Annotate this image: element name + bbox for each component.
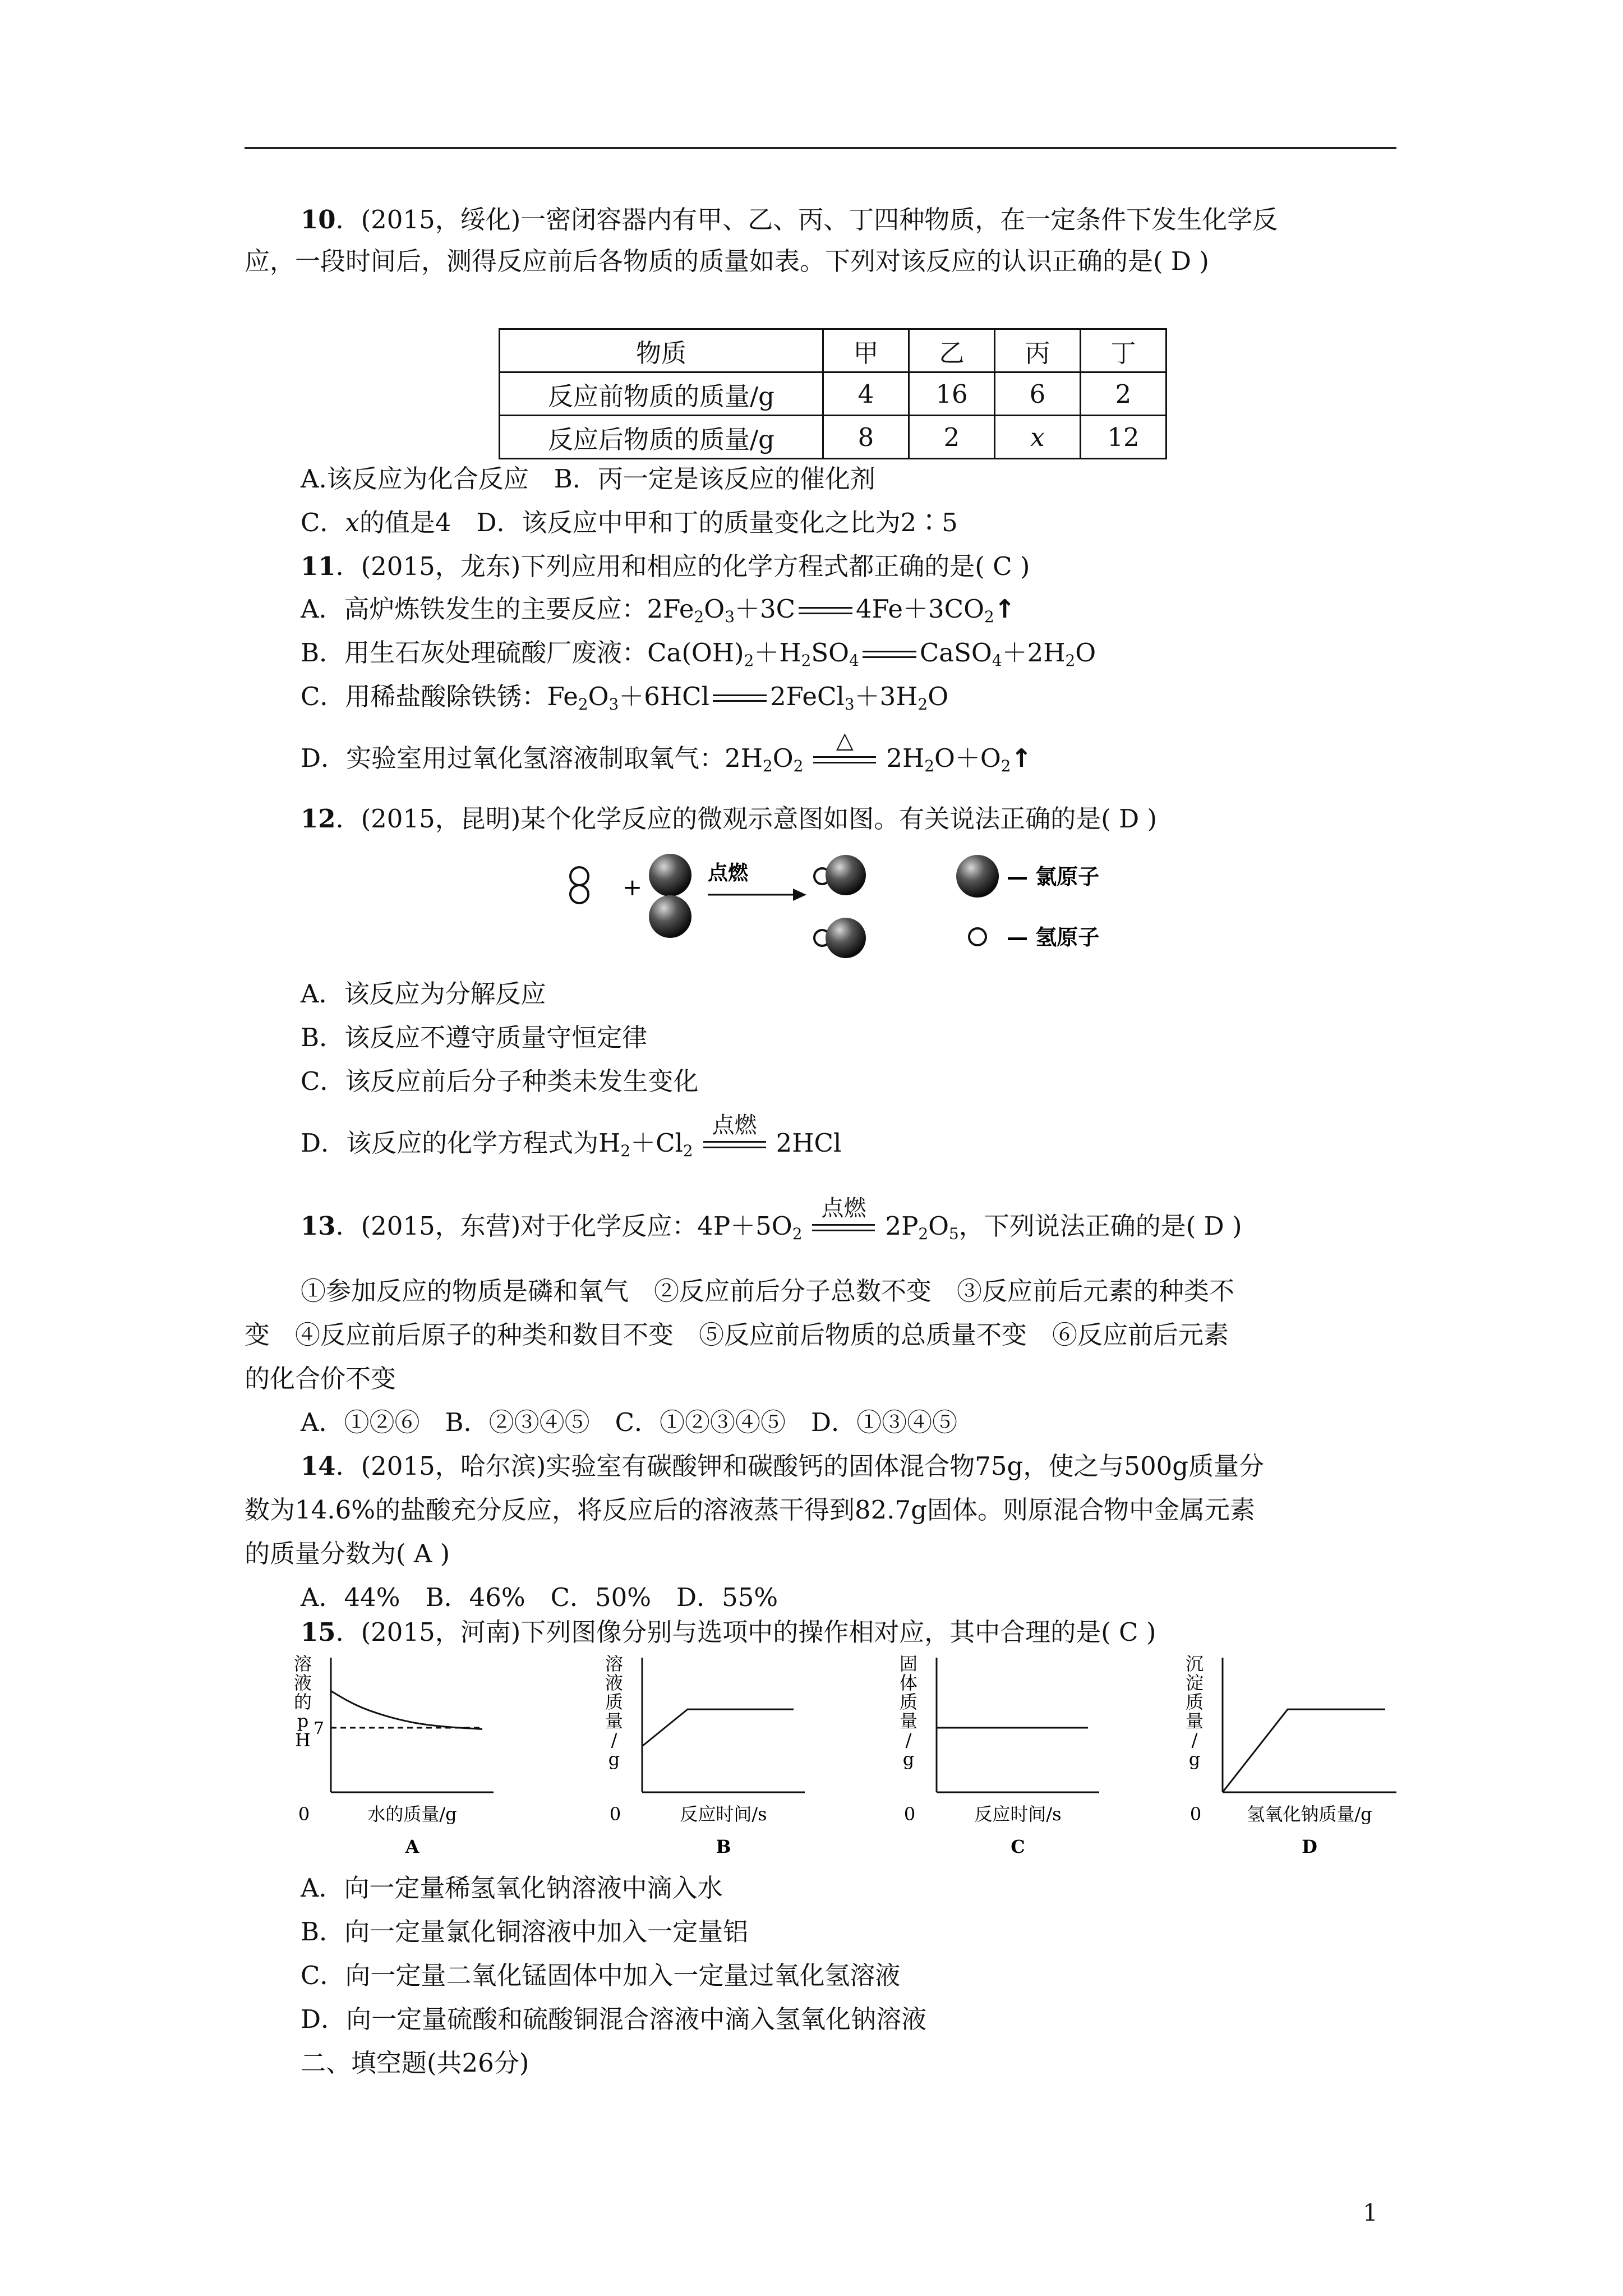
arrow-head-icon (793, 889, 806, 901)
chlorine-atom (649, 854, 691, 896)
q14-number: 14 (301, 1451, 336, 1481)
q15-option-d: D．向一定量硫酸和硫酸铜混合溶液中滴入氢氧化钠溶液 (301, 2004, 927, 2034)
table-cell: 丙 (995, 329, 1081, 372)
table-cell: 4 (823, 372, 909, 416)
table-cell: 物质 (500, 329, 823, 372)
equals-sign-ignite (703, 1112, 766, 1157)
table-cell: 16 (909, 372, 995, 416)
arrow-label: 点燃 (708, 862, 749, 885)
q12-number: 12 (301, 804, 336, 834)
q14-line3: 的质量分数为( A ) (245, 1539, 450, 1568)
equals-sign (799, 600, 852, 623)
q12-d-product: 2HCl (776, 1128, 842, 1158)
chart-svg (292, 1652, 516, 1865)
table-row (500, 416, 1166, 459)
section-heading: 二、填空题(共26分) (301, 2048, 529, 2078)
y-axis-label: 溶液质量/ g (605, 1653, 624, 1770)
q12-option-d: D．该反应的化学方程式为$H_2+Cl_2$ 点燃 2HCl (301, 1112, 842, 1160)
q15-chart-a (292, 1652, 516, 1867)
equals-sign (863, 644, 916, 666)
hydrogen-atom (570, 867, 588, 885)
q13-options: A．①②⑥ B．②③④⑤ C．①②③④⑤ D．①③④⑤ (301, 1407, 958, 1437)
q10-stem-1: ．(2015，绥化)一密闭容器内有甲、乙、丙、丁四种物质，在一定条件下发生化学反 (335, 205, 1278, 234)
equals-sign-ignite (812, 1195, 875, 1240)
q11-number: 11 (301, 551, 336, 581)
table-cell: 2 (909, 416, 995, 459)
table-cell: 6 (995, 372, 1081, 416)
q15-stem (301, 1614, 1156, 1650)
series-line (1223, 1709, 1385, 1792)
origin-label: 0 (1189, 1803, 1202, 1825)
q10-line1 (301, 202, 1278, 238)
q10-options-cd (301, 505, 958, 541)
q11-option-b: B．用生石灰处理硫酸厂废液：$Ca(OH)_2+H_2SO_4$ $CaSO_4+2H_2O$ (301, 638, 1096, 670)
q13-statements-1: ①参加反应的物质是磷和氧气 ②反应前后分子总数不变 ③反应前后元素的种类不 (301, 1276, 1235, 1306)
chart-panel-label: A (405, 1836, 419, 1857)
header-rule (245, 147, 1396, 149)
q12-stem (301, 801, 1157, 837)
q15-option-a: A．向一定量稀氢氧化钠溶液中滴入水 (301, 1873, 723, 1903)
q13-stem-text: ．(2015，东营)对于化学反应： (335, 1211, 698, 1241)
q11-c-text: C．用稀盐酸除铁锈： (301, 682, 547, 711)
q15-stem-text: ．(2015，河南)下列图像分别与选项中的操作相对应，其中合理的是( C ) (335, 1617, 1156, 1647)
q15-option-c: C．向一定量二氧化锰固体中加入一定量过氧化氢溶液 (301, 1961, 901, 1990)
table-row (500, 372, 1166, 416)
molecule-svg (561, 853, 1178, 965)
q11-stem (301, 549, 1030, 585)
q13-stem-tail: ，下列说法正确的是( D ) (958, 1211, 1242, 1241)
equals-sign (713, 688, 767, 710)
q11-option-c: C．用稀盐酸除铁锈：$Fe_2O_3+6HCl$ $2FeCl_3+3H_2O$ (301, 682, 949, 714)
q11-a-text: A．高炉炼铁发生的主要反应： (301, 594, 647, 624)
series-line (642, 1709, 794, 1746)
q11-d-text: D．实验室用过氧化氢溶液制取氧气： (301, 743, 725, 773)
q12-option-c: C．该反应前后分子种类未发生变化 (301, 1066, 699, 1096)
series-line (331, 1691, 482, 1729)
q12-molecule-diagram (561, 853, 1178, 965)
plus-sign: + (623, 873, 643, 901)
q15-option-b: B．向一定量氯化铜溶液中加入一定量铝 (301, 1917, 749, 1947)
y-axis-label: 固体质量/ g (899, 1653, 918, 1770)
origin-label: 0 (298, 1803, 310, 1825)
q11-option-a: A．高炉炼铁发生的主要反应：$2Fe_2O_3+3C$ $4Fe+3CO_2↑$ (301, 594, 1016, 626)
x-axis-label: 氢氧化钠质量/g (1247, 1803, 1372, 1825)
legend-chlorine-label: — 氯原子 (1007, 864, 1100, 889)
equals-sign-heat (813, 727, 876, 772)
chlorine-atom (649, 895, 691, 938)
table-cell: 12 (1081, 416, 1166, 459)
q12-option-b: B．该反应不遵守质量守恒定律 (301, 1023, 648, 1052)
q10-opt-c-label: C． (301, 508, 345, 537)
q14-stem-text: ．(2015，哈尔滨)实验室有碳酸钾和碳酸钙的固体混合物75g，使之与500g质量分 (335, 1451, 1265, 1481)
chart-svg (1183, 1652, 1419, 1865)
table-cell: 2 (1081, 372, 1166, 416)
legend-hydrogen-label: — 氢原子 (1007, 925, 1100, 950)
y-axis-label: 溶液的 p H (293, 1653, 312, 1751)
table-cell: 丁 (1081, 329, 1166, 372)
q13-number: 13 (301, 1211, 336, 1241)
x-axis-label: 反应时间/s (974, 1803, 1062, 1825)
chlorine-atom (826, 855, 866, 895)
heat-triangle-icon: △ (836, 727, 854, 753)
q13-statements-2: 变 ④反应前后原子的种类和数目不变 ⑤反应前后物质的总质量不变 ⑥反应前后元素 (245, 1320, 1229, 1350)
table-cell: 甲 (823, 329, 909, 372)
q10-line2: 应，一段时间后，测得反应前后各物质的质量如表。下列对该反应的认识正确的是( D ) (245, 246, 1209, 276)
q15-chart-c (897, 1652, 1122, 1867)
q12-d-text: D．该反应的化学方程式为 (301, 1128, 599, 1158)
q11-b-text: B．用生石灰处理硫酸厂废液： (301, 638, 648, 668)
q12-stem-text: ．(2015，昆明)某个化学反应的微观示意图如图。有关说法正确的是( D ) (335, 804, 1158, 834)
chart-panel-label: B (716, 1836, 731, 1857)
q11-option-d: D．实验室用过氧化氢溶液制取氧气：$2H_2O_2$ △ $2H_2O+O_2↑$ (301, 727, 1032, 775)
table-cell: 乙 (909, 329, 995, 372)
table-cell: x (995, 416, 1081, 459)
q11-stem-text: ．(2015，龙东)下列应用和相应的化学方程式都正确的是( C ) (335, 551, 1030, 581)
q13-stem: 13．(2015，东营)对于化学反应：$4P+5O_2$ 点燃 $2P_2O_5$，下列说法正确的是( D ) (301, 1195, 1242, 1243)
x-axis-label: 水的质量/g (367, 1803, 457, 1825)
origin-label: 0 (609, 1803, 621, 1825)
x-axis-label: 反应时间/s (680, 1803, 767, 1825)
table-cell: 反应后物质的质量/g (500, 416, 823, 459)
condition-label: 点燃 (821, 1195, 866, 1221)
q14-line2: 数为14.6%的盐酸充分反应，将反应后的溶液蒸干得到82.7g固体。则原混合物中金属元素 (245, 1495, 1255, 1525)
q15-number: 15 (301, 1617, 336, 1647)
table-cell: 反应前物质的质量/g (500, 372, 823, 416)
q10-number: 10 (301, 205, 336, 234)
q15-chart-d (1183, 1652, 1419, 1867)
q14-options: A．44% B．46% C．50% D．55% (301, 1582, 778, 1612)
q10-options-ab: A.该反应为化合反应 B．丙一定是该反应的催化剂 (301, 464, 875, 494)
chart-panel-label: D (1302, 1836, 1317, 1857)
q10-var-x: x (345, 508, 359, 537)
condition-label: 点燃 (712, 1112, 757, 1138)
table-cell: 8 (823, 416, 909, 459)
q10-mass-table (499, 328, 1167, 459)
origin-label: 0 (903, 1803, 916, 1825)
chart-svg (603, 1652, 827, 1865)
legend-chlorine-icon (956, 855, 999, 898)
q14-line1 (301, 1448, 1264, 1484)
q10-opt-cd-text: 的值是4 D．该反应中甲和丁的质量变化之比为2∶5 (359, 508, 958, 537)
chart-svg (897, 1652, 1122, 1865)
q15-chart-b (603, 1652, 827, 1867)
y-axis-label: 沉淀质量/ g (1185, 1653, 1204, 1770)
legend-hydrogen-icon (969, 928, 986, 945)
hydrogen-atom (570, 885, 588, 903)
table-header-row (500, 329, 1166, 372)
y-tick-label: 7 (313, 1719, 324, 1738)
chart-panel-label: C (1011, 1836, 1025, 1857)
q12-option-a: A．该反应为分解反应 (301, 979, 546, 1009)
chlorine-atom (826, 918, 866, 958)
q13-statements-3: 的化合价不变 (245, 1364, 396, 1393)
page-number: 1 (1363, 2199, 1378, 2226)
